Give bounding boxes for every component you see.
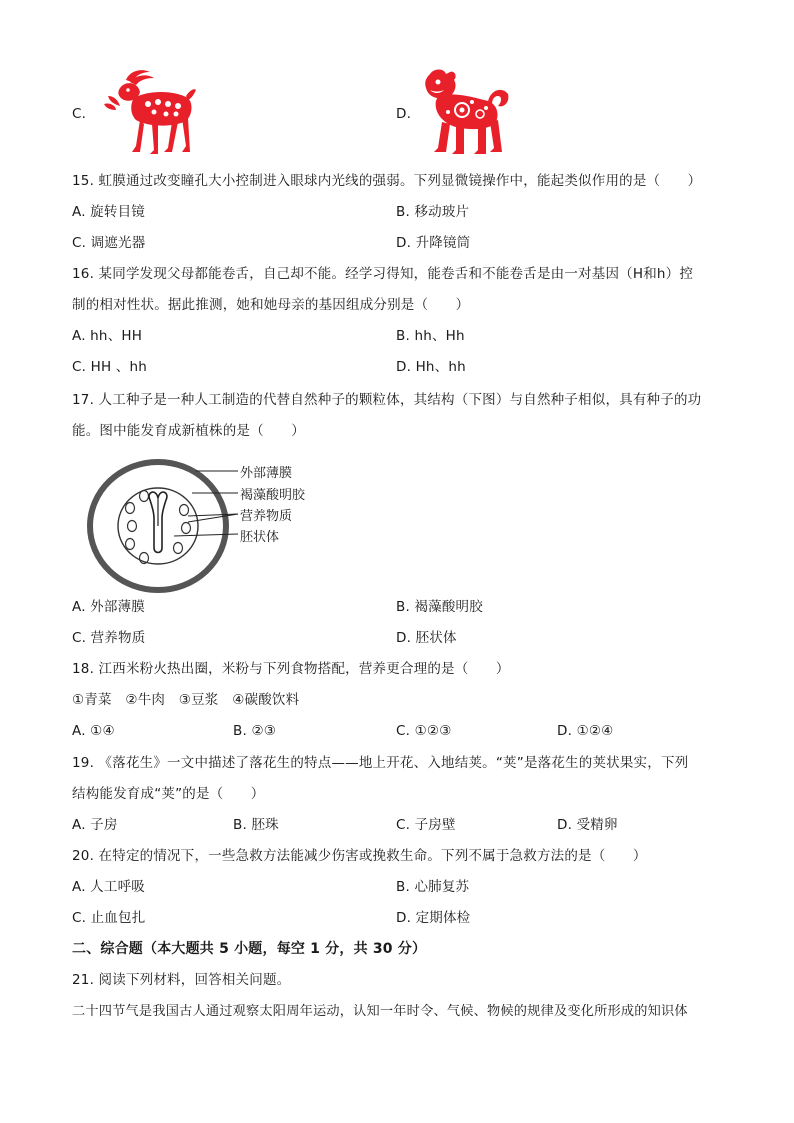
red-paper-cut-goat-image [96,66,200,156]
q17-stem-line1: 17. 人工种子是一种人工制造的代替自然种子的颗粒体，其结构（下图）与自然种子相似，具有种子的功 [72,392,702,408]
q18-option-a[interactable]: A. ①④ [72,723,115,739]
q16-option-a[interactable]: A. hh、HH [72,328,143,344]
q18-option-d[interactable]: D. ①②④ [557,723,614,739]
red-paper-cut-dog-image [420,66,512,156]
section-2-title: 二、综合题（本大题共 5 小题，每空 1 分，共 30 分） [72,941,427,957]
q19-stem-line2: 结构能发育成“荚”的是（ ） [72,786,265,802]
q20-option-a[interactable]: A. 人工呼吸 [72,879,145,895]
q18-stem: 18. 江西米粉火热出圈，米粉与下列食物搭配，营养更合理的是（ ） [72,661,510,677]
q21-stem: 21. 阅读下列材料，回答相关问题。 [72,972,291,988]
q15-option-b[interactable]: B. 移动玻片 [396,204,470,220]
q16-stem-line1: 16. 某同学发现父母都能卷舌，自己却不能。经学习得知，能卷舌和不能卷舌是由一对基因（H和h）控 [72,266,694,282]
q17-option-a[interactable]: A. 外部薄膜 [72,599,145,615]
q15-option-c[interactable]: C. 调遮光器 [72,235,146,251]
q15-option-d[interactable]: D. 升降镜筒 [396,235,471,251]
q21-material-text: 二十四节气是我国古人通过观察太阳周年运动，认知一年时令、气候、物候的规律及变化所形成的知识体 [72,1004,688,1019]
q19-option-a[interactable]: A. 子房 [72,817,118,833]
q16-option-c[interactable]: C. HH 、hh [72,359,148,375]
q19-option-b[interactable]: B. 胚珠 [233,817,279,833]
q15-option-a[interactable]: A. 旋转目镜 [72,204,145,220]
q17-option-c[interactable]: C. 营养物质 [72,630,146,646]
q17-option-b[interactable]: B. 褐藻酸明胶 [396,599,483,615]
label-embryoid: 胚状体 [240,530,280,545]
q20-stem: 20. 在特定的情况下，一些急救方法能减少伤害或挽救生命。下列不属于急救方法的是（ ） [72,848,647,864]
q20-option-c[interactable]: C. 止血包扎 [72,910,146,926]
q19-option-d[interactable]: D. 受精卵 [557,817,618,833]
label-outer-film: 外部薄膜 [240,466,293,481]
label-nutrients: 营养物质 [240,509,293,524]
diagram-leader-lines [150,460,242,540]
q19-stem-line1: 19. 《落花生》一文中描述了落花生的特点——地上开花、入地结荚。“荚”是落花生的荚状果实，下列 [72,755,689,771]
q16-option-b[interactable]: B. hh、Hh [396,328,465,344]
q18-option-b[interactable]: B. ②③ [233,723,277,739]
q15-stem: 15. 虹膜通过改变瞳孔大小控制进入眼球内光线的强弱。下列显微镜操作中，能起类似作用的是（ ） [72,173,702,189]
q20-option-d[interactable]: D. 定期体检 [396,910,471,926]
q16-option-d[interactable]: D. Hh、hh [396,359,466,375]
label-alginate-gel: 褐藻酸明胶 [240,488,306,503]
q19-option-c[interactable]: C. 子房壁 [396,817,456,833]
q18-option-c[interactable]: C. ①②③ [396,723,452,739]
q20-option-b[interactable]: B. 心肺复苏 [396,879,470,895]
option-c-label: C. [72,106,87,122]
q18-items: ①青菜 ②牛肉 ③豆浆 ④碳酸饮料 [72,692,300,708]
q16-stem-line2: 制的相对性状。据此推测，她和她母亲的基因组成分别是（ ） [72,297,470,313]
q17-stem-line2: 能。图中能发育成新植株的是（ ） [72,423,305,439]
q17-option-d[interactable]: D. 胚状体 [396,630,457,646]
option-d-label: D. [396,106,412,122]
